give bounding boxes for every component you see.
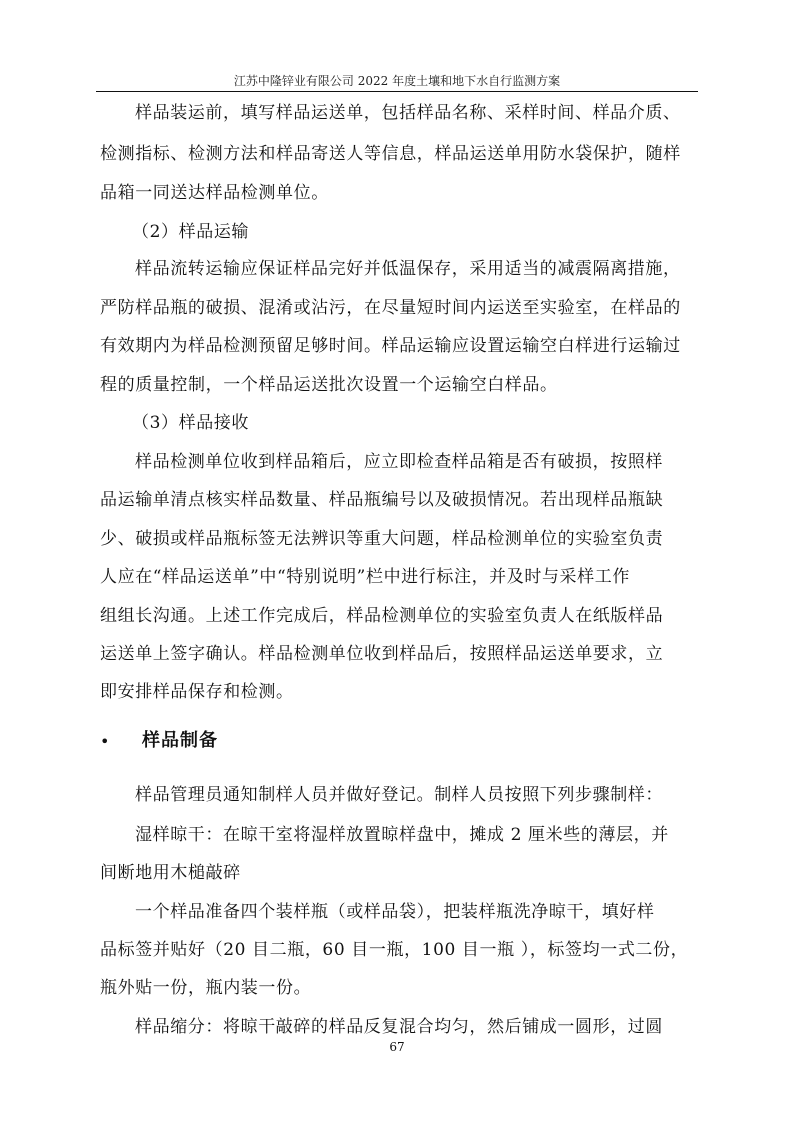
paragraph-line: 程的质量控制，一个样品运送批次设置一个运输空白样品。 <box>100 375 558 395</box>
page-number: 67 <box>389 1040 405 1054</box>
paragraph-line: 严防样品瓶的破损、混淆或沾污，在尽量短时间内运送至实验室，在样品的 <box>100 298 681 318</box>
paragraph-line: 运送单上签字确认。样品检测单位收到样品后，按照样品运送单要求，立 <box>100 644 664 664</box>
section-bullet: • <box>100 732 110 751</box>
paragraph-line: 人应在“样品运送单”中“特别说明”栏中进行标注，并及时与采样工作 <box>100 567 630 587</box>
paragraph-line: 样品装运前，填写样品运送单，包括样品名称、采样时间、样品介质、 <box>135 103 681 123</box>
paragraph-line: 品标签并贴好（20 目二瓶，60 目一瓶，100 目一瓶 ），标签均一式二份， <box>100 940 689 960</box>
paragraph-line: 样品检测单位收到样品箱后，应立即检查样品箱是否有破损，按照样 <box>135 452 663 472</box>
paragraph-line: 有效期内为样品检测预留足够时间。样品运输应设置运输空白样进行运输过 <box>100 336 681 356</box>
paragraph-line: 检测指标、检测方法和样品寄送人等信息，样品运送单用防水袋保护，随样 <box>100 144 681 164</box>
paragraph-line: 品箱一同送达样品检测单位。 <box>100 183 329 203</box>
subheading-sample-receipt: （3）样品接收 <box>132 413 250 433</box>
paragraph-line: 样品缩分：将晾干敲碎的样品反复混合均匀，然后铺成一圆形，过圆 <box>135 1017 663 1037</box>
paragraph-line: 品运输单清点核实样品数量、样品瓶编号以及破损情况。若出现样品瓶缺 <box>100 490 664 510</box>
paragraph-line: 样品流转运输应保证样品完好并低温保存，采用适当的减震隔离措施， <box>135 259 681 279</box>
paragraph-line: 一个样品准备四个装样瓶（或样品袋），把装样瓶洗净晾干，填好样 <box>135 902 655 922</box>
paragraph-line: 瓶外贴一份，瓶内装一份。 <box>100 978 312 998</box>
paragraph-line: 组组长沟通。上述工作完成后，样品检测单位的实验室负责人在纸版样品 <box>100 606 664 626</box>
paragraph-line: 样品管理员通知制样人员并做好登记。制样人员按照下列步骤制样： <box>135 785 663 805</box>
paragraph-line: 即安排样品保存和检测。 <box>100 682 294 702</box>
header-divider <box>96 91 698 92</box>
paragraph-line: 湿样晾干：在晾干室将湿样放置晾样盘中，摊成 2 厘米些的薄层，并 <box>135 825 669 845</box>
running-header: 江苏中隆锌业有限公司 2022 年度土壤和地下水自行监测方案 <box>233 74 561 88</box>
paragraph-line: 间断地用木槌敲碎 <box>100 863 241 883</box>
subheading-sample-transport: （2）样品运输 <box>132 222 250 242</box>
paragraph-line: 少、破损或样品瓶标签无法辨识等重大问题，样品检测单位的实验室负责 <box>100 529 664 549</box>
section-title: 样品制备 <box>142 730 218 751</box>
